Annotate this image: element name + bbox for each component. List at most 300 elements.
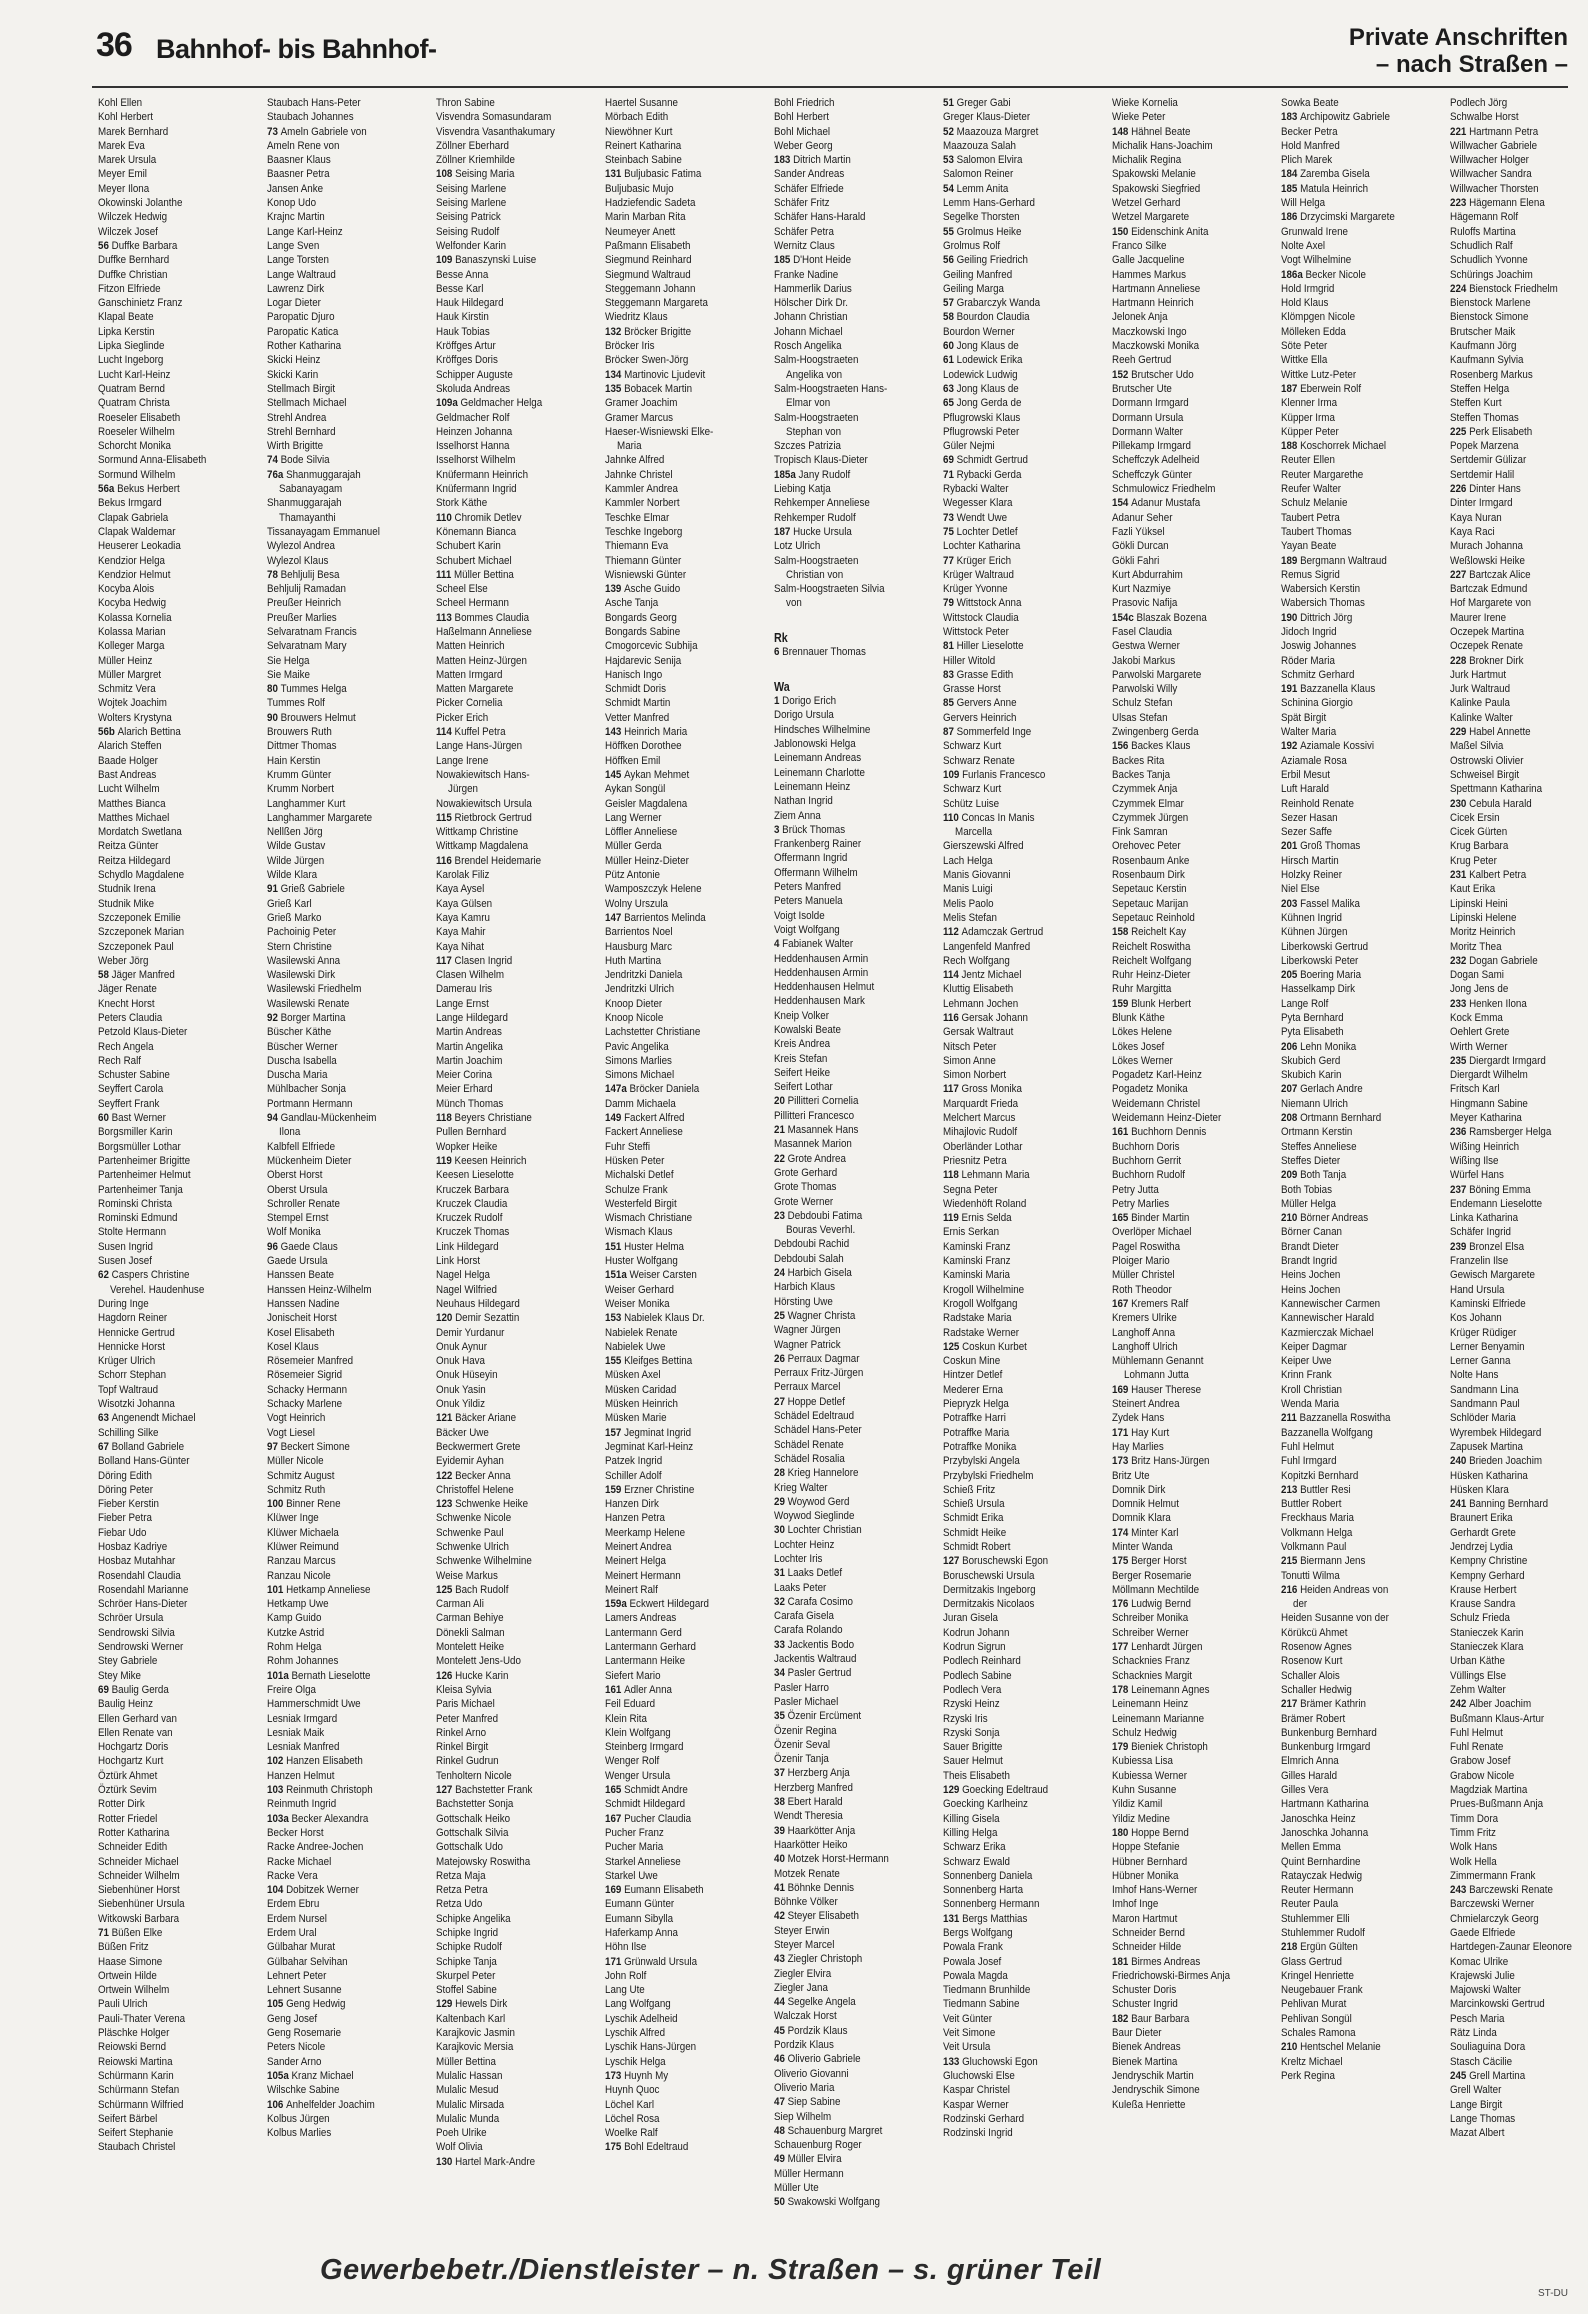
directory-entry: Maazouza Salah — [943, 139, 1016, 152]
directory-entry: Jendritzki Daniela — [605, 969, 683, 982]
directory-entry: Cmogorcevic Subhija — [605, 640, 698, 653]
house-number: 80 — [267, 683, 281, 696]
directory-entry: 73 Ameln Gabriele von — [267, 125, 367, 138]
directory-entry: Hagdorn Reiner — [98, 1312, 168, 1325]
directory-entry: Niel Else — [1281, 883, 1320, 896]
directory-entry: 105 Geng Hedwig — [267, 1998, 346, 2011]
directory-entry-continuation: Stephan von — [786, 425, 842, 438]
directory-entry: Gökli Durcan — [1112, 540, 1169, 553]
directory-entry: Topf Waltraud — [98, 1383, 159, 1396]
house-number: 148 — [1112, 125, 1132, 138]
house-number: 101a — [267, 1669, 292, 1682]
directory-entry: Thiemann Eva — [605, 540, 669, 553]
directory-entry: Hartmann Anneliese — [1112, 282, 1201, 295]
directory-entry: Schürmann Karin — [98, 2069, 174, 2082]
directory-entry: Pachoinig Peter — [267, 926, 337, 939]
directory-entry: Krumm Norbert — [267, 783, 334, 796]
directory-entry: Kringel Henriette — [1281, 1969, 1354, 1982]
directory-entry: 46 Oliverio Gabriele — [774, 2053, 861, 2066]
directory-entry: Weise Markus — [436, 1569, 498, 1582]
directory-entry: Kuhn Susanne — [1112, 1784, 1177, 1797]
directory-entry: Schäfer Petra — [774, 225, 834, 238]
directory-entry: Lang Ute — [605, 1984, 645, 1997]
directory-entry: Büßen Fritz — [98, 1941, 149, 1954]
house-number: 235 — [1450, 1054, 1470, 1067]
directory-entry: Buchhorn Doris — [1112, 1140, 1180, 1153]
directory-entry: Brämer Robert — [1281, 1712, 1346, 1725]
house-number: 129 — [943, 1784, 963, 1797]
house-number: 165 — [1112, 1212, 1132, 1225]
directory-entry: Neuhaus Hildegard — [436, 1297, 520, 1310]
directory-entry: 143 Heinrich Maria — [605, 726, 688, 739]
directory-entry: Schwenke Paul — [436, 1526, 504, 1539]
house-number: 171 — [605, 1955, 625, 1968]
house-number: 39 — [774, 1824, 788, 1837]
directory-entry: Volkmann Helga — [1281, 1526, 1353, 1539]
directory-entry: Willwacher Holger — [1450, 154, 1529, 167]
house-number: 203 — [1281, 897, 1301, 910]
directory-entry: Wylezol Andrea — [267, 540, 335, 553]
directory-entry: 152 Brutscher Udo — [1112, 368, 1194, 381]
directory-entry: Reinhold Renate — [1281, 797, 1354, 810]
directory-entry: 215 Biermann Jens — [1281, 1555, 1366, 1568]
directory-entry: 210 Börner Andreas — [1281, 1212, 1369, 1225]
directory-entry: Pogadetz Monika — [1112, 1083, 1188, 1096]
directory-entry: Rybacki Walter — [943, 483, 1009, 496]
directory-entry: 121 Bäcker Ariane — [436, 1412, 517, 1425]
directory-entry: 55 Grolmus Heike — [943, 225, 1022, 238]
directory-entry: 100 Binner Rene — [267, 1498, 341, 1511]
directory-entry: Remus Sigrid — [1281, 568, 1340, 581]
directory-entry: Jong Jens de — [1450, 983, 1509, 996]
directory-entry: 30 Lochter Christian — [774, 1524, 862, 1537]
directory-entry: Wernitz Claus — [774, 239, 835, 252]
directory-entry-continuation: Maria — [617, 440, 642, 453]
directory-entry: 151 Huster Helma — [605, 1240, 684, 1253]
house-number: 185 — [1281, 182, 1301, 195]
directory-entry: Lange Ernst — [436, 997, 489, 1010]
directory-entry: Spakowski Melanie — [1112, 168, 1196, 181]
directory-entry: Lerner Ganna — [1450, 1355, 1511, 1368]
directory-entry: 71 Büßen Elke — [98, 1927, 163, 1939]
directory-entry: 101 Hetkamp Anneliese — [267, 1583, 371, 1596]
house-number: 41 — [774, 1881, 788, 1894]
directory-entry: 94 Gandlau-Mückenheim — [267, 1112, 377, 1125]
directory-entry: Höffken Emil — [605, 754, 661, 767]
spacer — [774, 611, 916, 625]
directory-entry: Grell Walter — [1450, 2084, 1502, 2097]
directory-entry: Reeh Gertrud — [1112, 354, 1172, 367]
directory-entry: 147 Barrientos Melinda — [605, 911, 706, 924]
directory-entry: Kannewischer Harald — [1281, 1312, 1375, 1325]
directory-entry: Hägemann Rolf — [1450, 211, 1519, 224]
directory-entry: Motzek Renate — [774, 1867, 840, 1880]
directory-entry: Kolassa Marian — [98, 625, 166, 638]
directory-entry: Voigt Wolfgang — [774, 923, 840, 936]
directory-entry-continuation: Jürgen — [448, 783, 479, 796]
directory-entry: Jendritzki Ulrich — [605, 983, 675, 996]
house-number: 165 — [605, 1784, 625, 1797]
directory-entry: Meinert Ralf — [605, 1583, 658, 1596]
directory-entry: 229 Habel Annette — [1450, 726, 1531, 739]
house-number: 58 — [943, 311, 957, 324]
directory-entry-continuation: Sabanayagam — [279, 483, 343, 496]
directory-entry: 78 Behljulij Besa — [267, 568, 340, 581]
directory-entry: Rinkel Birgit — [436, 1741, 489, 1754]
directory-entry: 227 Bartczak Alice — [1450, 568, 1531, 581]
house-number: 28 — [774, 1467, 788, 1480]
directory-entry: Dinter Irmgard — [1450, 497, 1513, 510]
directory-entry: Knüfermann Ingrid — [436, 483, 517, 496]
directory-entry: 179 Bieniek Christoph — [1112, 1741, 1208, 1754]
directory-entry: Gramer Marcus — [605, 411, 674, 424]
directory-entry: Harbich Klaus — [774, 1281, 835, 1294]
directory-entry: Heddenhausen Armin — [774, 952, 869, 965]
directory-entry: Kaya Aysel — [436, 883, 485, 896]
directory-entry: 139 Asche Guido — [605, 583, 681, 596]
directory-entry: Pyta Elisabeth — [1281, 1026, 1344, 1039]
directory-entry: Endemann Lieselotte — [1450, 1197, 1543, 1210]
directory-entry: Wasilewski Friedhelm — [267, 983, 362, 996]
directory-entry: 69 Baulig Gerda — [98, 1683, 169, 1696]
directory-entry: Pavic Angelika — [605, 1040, 669, 1053]
directory-entry: Haertel Susanne — [605, 97, 678, 109]
directory-entry: Woelke Ralf — [605, 2127, 658, 2140]
directory-entry: Gökli Fahri — [1112, 554, 1160, 567]
directory-entry: Eyidemir Ayhan — [436, 1455, 504, 1468]
directory-entry: Lehnert Susanne — [267, 1984, 342, 1997]
directory-entry: Kolbus Marlies — [267, 2127, 332, 2140]
directory-entry: Hold Klaus — [1281, 297, 1329, 310]
directory-entry: 242 Alber Joachim — [1450, 1698, 1532, 1711]
directory-entry: 228 Brokner Dirk — [1450, 654, 1524, 667]
directory-entry: Fackert Anneliese — [605, 1126, 683, 1139]
directory-entry: Lyschik Hans-Jürgen — [605, 2041, 697, 2054]
directory-entry: Knoop Nicole — [605, 1012, 664, 1024]
directory-entry: Patzek Ingrid — [605, 1455, 663, 1468]
house-number: 25 — [774, 1309, 788, 1322]
house-number: 44 — [774, 1996, 788, 2009]
house-number: 181 — [1112, 1955, 1132, 1968]
directory-entry: Hosbaz Mutahhar — [98, 1555, 176, 1568]
directory-entry: Müller Gerda — [605, 840, 662, 853]
directory-entry: Scheffczyk Adelheid — [1112, 454, 1200, 467]
directory-entry: Schacknies Franz — [1112, 1655, 1190, 1668]
directory-entry: Quint Bernhardine — [1281, 1855, 1361, 1868]
directory-entry: Fieber Petra — [98, 1512, 152, 1525]
directory-entry: 131 Bergs Matthias — [943, 1912, 1028, 1925]
directory-entry: 92 Borger Martina — [267, 1012, 346, 1024]
directory-entry: Wißing Heinrich — [1450, 1140, 1520, 1153]
directory-entry: Hand Ursula — [1450, 1283, 1505, 1296]
directory-entry: Rosendahl Marianne — [98, 1583, 189, 1596]
directory-entry: 56b Alarich Bettina — [98, 726, 181, 739]
directory-entry: Löchel Rosa — [605, 2112, 660, 2125]
directory-entry: Szczeponek Marian — [98, 926, 185, 939]
directory-entry: Schuster Ingrid — [1112, 1998, 1178, 2011]
directory-entry: 23 Debdoubi Fatima — [774, 1209, 863, 1222]
directory-entry: Roeseler Wilhelm — [98, 425, 175, 438]
directory-entry: Neumeyer Anett — [605, 225, 676, 238]
directory-entry: Özenir Seval — [774, 1738, 831, 1751]
house-number: 232 — [1450, 954, 1470, 967]
house-number: 81 — [943, 640, 957, 653]
directory-entry: Klüwer Reimund — [267, 1540, 339, 1553]
directory-entry: Heddenhausen Armin — [774, 966, 869, 979]
directory-entry: Zapusek Martina — [1450, 1440, 1523, 1453]
house-number: 129 — [436, 1998, 456, 2011]
house-number: 69 — [98, 1683, 112, 1696]
directory-entry: Bongards Sabine — [605, 625, 681, 638]
house-number: 239 — [1450, 1240, 1470, 1253]
directory-entry: Sepetauc Marijan — [1112, 897, 1189, 910]
directory-entry: 44 Segelke Angela — [774, 1996, 856, 2009]
directory-entry: Kleisa Sylvia — [436, 1683, 492, 1696]
section-title — [1268, 24, 1568, 78]
directory-entry: Pütz Antonie — [605, 869, 661, 882]
directory-entry: Brandt Ingrid — [1281, 1255, 1338, 1268]
house-number: 115 — [436, 811, 455, 824]
house-number: 103 — [267, 1784, 287, 1797]
directory-entry: Lesniak Irmgard — [267, 1712, 338, 1725]
directory-entry: Partenheimer Brigitte — [98, 1154, 191, 1167]
directory-entry: Willwacher Thorsten — [1450, 182, 1539, 195]
directory-entry: Krajnc Martin — [267, 211, 325, 224]
house-number: 118 — [943, 1169, 962, 1182]
directory-entry: Steinert Andrea — [1112, 1398, 1180, 1411]
directory-entry: Kruczek Rudolf — [436, 1212, 503, 1225]
directory-entry: Hingmann Sabine — [1450, 1097, 1528, 1110]
directory-entry: Mihajlovic Rudolf — [943, 1126, 1018, 1139]
directory-entry: Grunwald Irene — [1281, 225, 1348, 238]
directory-entry: Wolf Olivia — [436, 2141, 483, 2154]
directory-entry: Schädel Edeltraud — [774, 1410, 855, 1423]
house-number: 155 — [605, 1355, 625, 1368]
directory-entry: 58 Bourdon Claudia — [943, 311, 1030, 324]
directory-entry: 109 Furlanis Francesco — [943, 768, 1046, 781]
directory-entry: Oczepek Renate — [1450, 640, 1523, 653]
house-number: 223 — [1450, 197, 1470, 210]
directory-entry: Gluchowski Else — [943, 2069, 1015, 2082]
directory-entry: Langhoff Ulrich — [1112, 1340, 1178, 1353]
directory-entry: Rotter Dirk — [98, 1798, 145, 1811]
directory-entry: Ruhr Margitta — [1112, 983, 1172, 996]
directory-entry: Müller Heinz-Dieter — [605, 854, 689, 867]
directory-entry: Quatram Christa — [98, 397, 170, 410]
directory-entry: Reitza Hildegard — [98, 854, 171, 867]
directory-entry: Pflugrowski Klaus — [943, 411, 1021, 424]
directory-entry: Schmitz August — [267, 1469, 335, 1482]
directory-entry: Küpper Peter — [1281, 425, 1339, 438]
directory-entry: Vetter Manfred — [605, 711, 670, 724]
directory-entry: Tissanayagam Emmanuel — [267, 525, 380, 538]
directory-entry: Klein Rita — [605, 1712, 647, 1725]
directory-entry: Radstake Werner — [943, 1326, 1020, 1339]
house-number: 192 — [1281, 740, 1301, 753]
house-number: 240 — [1450, 1455, 1470, 1468]
house-number: 48 — [774, 2124, 788, 2137]
directory-entry: Seifert Bärbel — [98, 2112, 158, 2125]
house-number: 26 — [774, 1352, 788, 1365]
directory-entry: Hetkamp Uwe — [267, 1598, 329, 1611]
directory-entry: Schäfer Ingrid — [1450, 1226, 1511, 1239]
directory-entry: Hausburg Marc — [605, 940, 672, 953]
section-title-line1: Private Anschriften — [1348, 24, 1568, 51]
directory-entry: Matten Heinrich — [436, 640, 505, 653]
directory-entry: Onuk Hüseyin — [436, 1369, 498, 1382]
directory-entry: Popek Marzena — [1450, 440, 1519, 453]
directory-entry: Dormann Walter — [1112, 425, 1183, 438]
directory-entry: Schwenke Nicole — [436, 1512, 512, 1525]
directory-entry: Rosendahl Claudia — [98, 1569, 181, 1582]
directory-entry: Schmidt Doris — [605, 683, 666, 696]
directory-entry: Kolbus Jürgen — [267, 2112, 330, 2125]
directory-entry: Podlech Reinhard — [943, 1655, 1021, 1668]
directory-entry: Schneider Bernd — [1112, 1927, 1185, 1939]
directory-entry: 20 Pillitteri Cornelia — [774, 1095, 859, 1108]
directory-entry: 25 Wagner Christa — [774, 1309, 856, 1322]
directory-entry: Minter Wanda — [1112, 1540, 1173, 1553]
directory-entry: Melis Paolo — [943, 897, 994, 910]
directory-entry: Janoschka Johanna — [1281, 1826, 1369, 1839]
directory-entry: Kazmierczak Michael — [1281, 1326, 1374, 1339]
directory-entry: Hochgartz Doris — [98, 1741, 169, 1754]
directory-entry: Rominski Edmund — [98, 1212, 178, 1225]
directory-entry: Podlech Vera — [943, 1683, 1002, 1696]
directory-entry: Schipke Rudolf — [436, 1941, 502, 1954]
directory-entry: Boruschewski Ursula — [943, 1569, 1035, 1582]
directory-entry: Döring Peter — [98, 1483, 153, 1496]
directory-entry: Müller Heinz — [98, 654, 153, 667]
directory-entry: Lange Hans-Jürgen — [436, 740, 523, 753]
directory-entry: Stork Käthe — [436, 497, 488, 510]
directory-entry: Fasel Claudia — [1112, 625, 1172, 638]
directory-entry: Reinert Katharina — [605, 139, 682, 152]
directory-entry: Güler Nejmi — [943, 440, 995, 453]
directory-entry: Eumann Sibylla — [605, 1912, 674, 1925]
directory-entry: Fieber Kerstin — [98, 1498, 159, 1511]
directory-entry: Leinemann Marianne — [1112, 1712, 1205, 1725]
directory-entry: Hübner Monika — [1112, 1869, 1179, 1882]
directory-entry: Schuster Sabine — [98, 1069, 170, 1082]
directory-entry: Gramer Joachim — [605, 397, 678, 410]
directory-entry: Lipinski Heini — [1450, 897, 1508, 910]
directory-entry: Steffen Thomas — [1450, 411, 1519, 424]
directory-entry: Woywod Sieglinde — [774, 1510, 855, 1523]
directory-entry: Heins Jochen — [1281, 1283, 1341, 1296]
directory-entry: Barczewski Werner — [1450, 1898, 1535, 1911]
directory-entry: Rosenbaum Anke — [1112, 854, 1190, 867]
house-number: 50 — [774, 2196, 788, 2209]
directory-entry: Kaminski Franz — [943, 1240, 1011, 1253]
directory-entry: Konop Udo — [267, 197, 317, 210]
directory-entry: Sonnenberg Harta — [943, 1884, 1024, 1897]
directory-entry: Ortwein Hilde — [98, 1969, 157, 1982]
directory-entry: Reuter Hermann — [1281, 1884, 1354, 1897]
directory-entry: Schwarz Renate — [943, 754, 1015, 767]
house-number: 61 — [943, 354, 957, 367]
directory-entry: 101a Bernath Lieselotte — [267, 1669, 371, 1682]
directory-entry: Clasen Wilhelm — [436, 969, 505, 982]
house-number: 76a — [267, 468, 287, 481]
directory-entry: Schmidt Hildegard — [605, 1798, 686, 1811]
directory-entry: Lucht Karl-Heinz — [98, 368, 171, 381]
directory-entry: Höhn Ilse — [605, 1941, 647, 1954]
directory-entry: Brutscher Ute — [1112, 382, 1172, 395]
directory-entry-continuation: Thamayanthi — [279, 511, 336, 524]
directory-entry: Kammler Norbert — [605, 497, 680, 510]
directory-entry: Krumm Günter — [267, 768, 332, 781]
directory-entry: Wilczek Hedwig — [98, 211, 168, 224]
directory-entry: Sormund Anna-Elisabeth — [98, 454, 207, 467]
directory-entry: Kalinke Paula — [1450, 697, 1510, 710]
directory-entry: 87 Sommerfeld Inge — [943, 726, 1032, 739]
directory-entry: Besse Karl — [436, 282, 484, 295]
directory-entry: Reinmuth Ingrid — [267, 1798, 337, 1811]
directory-entry: Kreis Andrea — [774, 1038, 831, 1051]
house-number: 151 — [605, 1240, 625, 1253]
directory-entry: Seifert Heike — [774, 1066, 831, 1079]
house-number: 111 — [436, 568, 454, 581]
house-number: 210 — [1281, 1212, 1301, 1225]
directory-entry: Sepetauc Reinhold — [1112, 911, 1195, 924]
directory-entry: Seyffert Carola — [98, 1083, 164, 1096]
directory-entry: Mazat Albert — [1450, 2127, 1505, 2140]
directory-entry: Rohm Helga — [267, 1641, 322, 1654]
directory-entry: Fuhr Steffi — [605, 1140, 651, 1153]
directory-entry: 211 Bazzanella Roswitha — [1281, 1412, 1391, 1425]
directory-entry: Gestwa Werner — [1112, 640, 1180, 653]
directory-entry: Schydlo Magdalene — [98, 869, 185, 882]
directory-entry: Selvaratnam Francis — [267, 625, 357, 638]
directory-entry: 185 Matula Heinrich — [1281, 182, 1369, 195]
directory-entry: Rehkemper Rudolf — [774, 511, 856, 524]
directory-entry: Kremers Ulrike — [1112, 1312, 1177, 1325]
directory-entry: Hauk Hildegard — [436, 297, 504, 310]
directory-entry: Lotz Ulrich — [774, 540, 821, 553]
directory-entry: Gottschalk Udo — [436, 1841, 503, 1854]
directory-entry: 122 Becker Anna — [436, 1469, 511, 1482]
directory-entry: Kocyba Alois — [98, 583, 155, 596]
directory-entry: Schipke Ingrid — [436, 1927, 499, 1939]
directory-entry: Oberst Ursula — [267, 1183, 328, 1196]
directory-entry: Wittstock Claudia — [943, 611, 1019, 624]
house-number: 245 — [1450, 2069, 1470, 2082]
directory-entry: Jendrzej Lydia — [1450, 1540, 1513, 1553]
directory-entry: Röder Maria — [1281, 654, 1335, 667]
directory-entry: Hartmann Katharina — [1281, 1798, 1369, 1811]
directory-entry: Rosenow Kurt — [1281, 1655, 1343, 1668]
directory-entry: Wenger Rolf — [605, 1755, 660, 1768]
house-number: 49 — [774, 2153, 788, 2166]
directory-entry: Ratayczak Hedwig — [1281, 1869, 1363, 1882]
directory-entry: Fuhl Helmut — [1450, 1726, 1503, 1739]
directory-entry: 73 Wendt Uwe — [943, 511, 1008, 524]
directory-entry: Wilde Klara — [267, 869, 318, 882]
directory-entry: Kruczek Barbara — [436, 1183, 509, 1196]
house-number: 135 — [605, 382, 625, 395]
directory-entry: Wilschke Sabine — [267, 2084, 340, 2097]
directory-entry: 159 Erzner Christine — [605, 1483, 695, 1496]
directory-entry: Krause Herbert — [1450, 1583, 1517, 1596]
directory-entry: 205 Boering Maria — [1281, 969, 1362, 982]
directory-entry: Mordatch Swetlana — [98, 826, 182, 839]
directory-entry: Czymmek Jürgen — [1112, 811, 1189, 824]
directory-entry: Müller Nicole — [267, 1455, 324, 1468]
directory-entry: 27 Hoppe Detlef — [774, 1395, 845, 1408]
directory-entry: Niewöhner Kurt — [605, 125, 673, 138]
directory-entry: Welfonder Karin — [436, 239, 507, 252]
